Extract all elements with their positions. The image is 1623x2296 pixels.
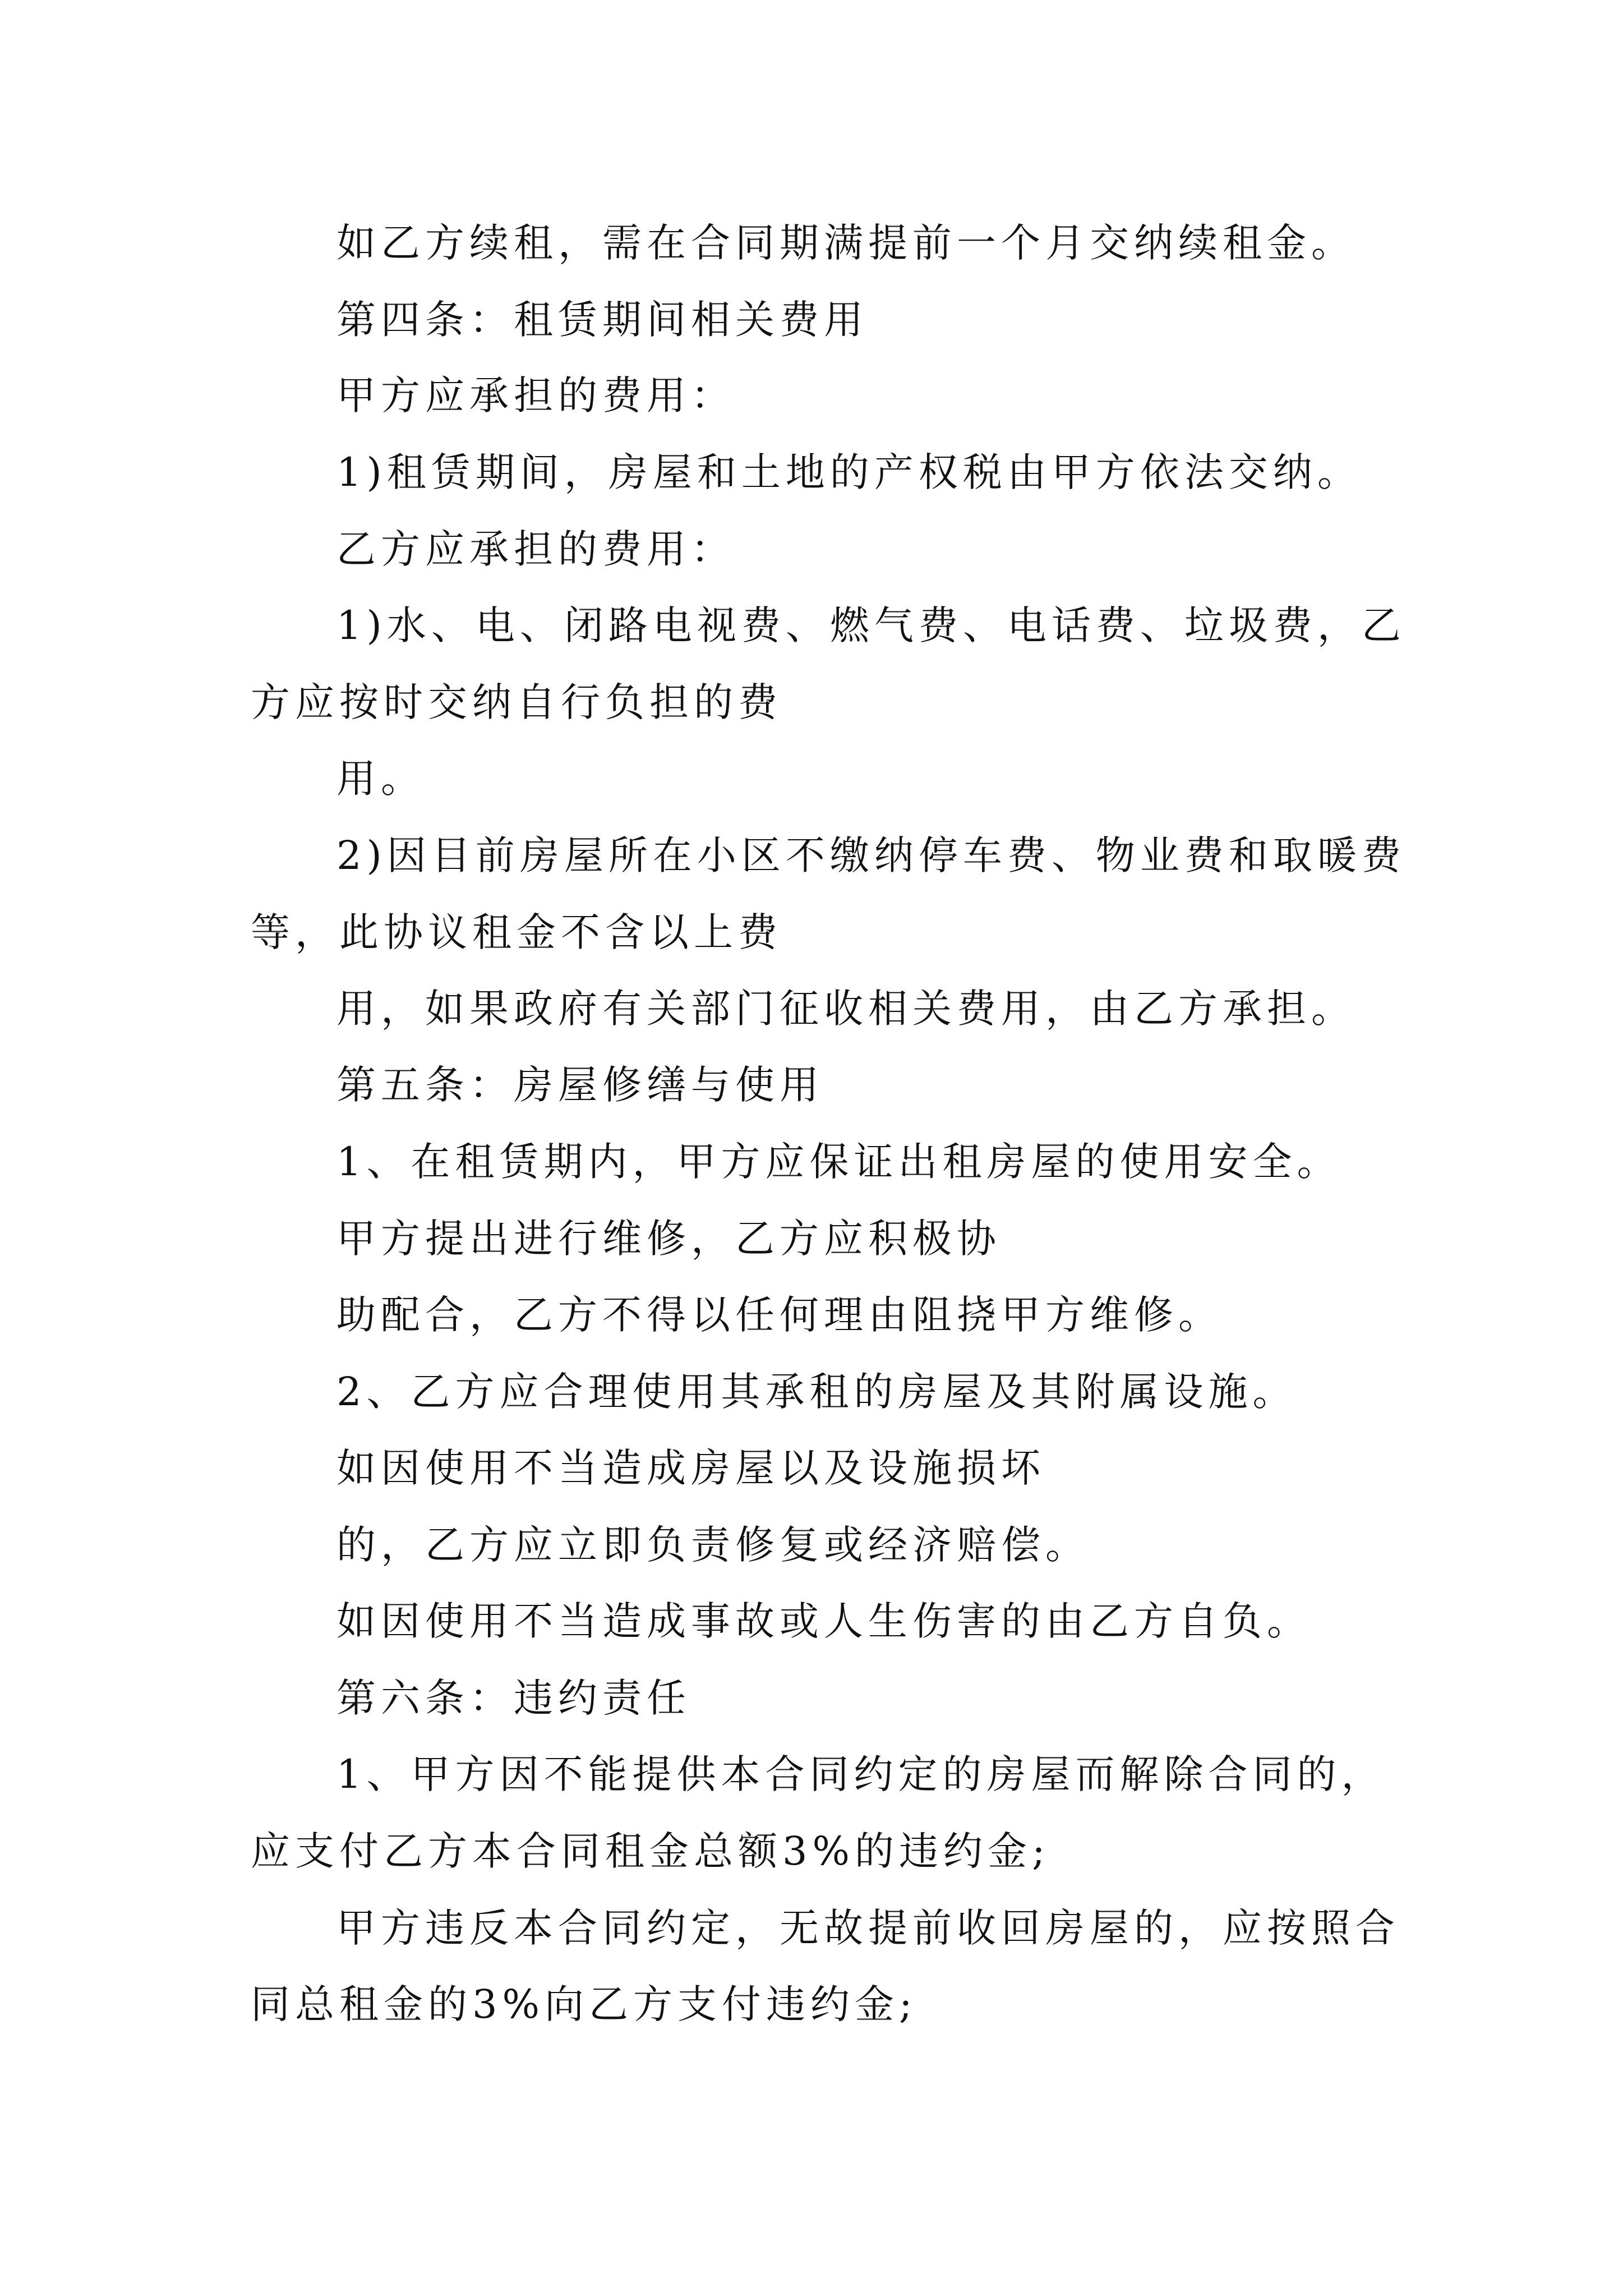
text-line: 应支付乙方本合同租金总额3%的违约金; [251,1828,1050,1874]
text-line: 如乙方续租，需在合同期满提前一个月交纳续租金。 [336,220,1355,266]
text-line: 甲方违反本合同约定，无故提前收回房屋的，应按照合 [336,1905,1400,1951]
text-line: 1)租赁期间，房屋和土地的产权税由甲方依法交纳。 [336,449,1362,495]
text-line: 甲方应承担的费用： [336,372,735,418]
text-line: 助配合，乙方不得以任何理由阻挠甲方维修。 [336,1292,1223,1338]
text-line: 如因使用不当造成房屋以及设施损坏 [336,1445,1045,1491]
text-line: 1、甲方因不能提供本合同约定的房屋而解除合同的， [336,1751,1386,1797]
text-line: 等，此协议租金不含以上费 [251,909,782,955]
text-line: 2、乙方应合理使用其承租的房屋及其附属设施。 [336,1369,1297,1415]
text-line: 用。 [336,756,425,802]
text-line: 2)因目前房屋所在小区不缴纳停车费、物业费和取暖费 [336,832,1406,878]
text-line: 同总租金的3%向乙方支付违约金; [251,1981,917,2027]
text-line: 如因使用不当造成事故或人生伤害的由乙方自负。 [336,1598,1311,1644]
section-heading: 第五条：房屋修缮与使用 [336,1062,824,1108]
section-heading: 第六条：违约责任 [336,1675,691,1721]
text-line: 1)水、电、闭路电视费、燃气费、电话费、垃圾费，乙 [336,602,1406,648]
text-line: 的，乙方应立即负责修复或经济赔偿。 [336,1522,1090,1568]
text-line: 1、在租赁期内，甲方应保证出租房屋的使用安全。 [336,1139,1341,1185]
text-line: 乙方应承担的费用： [336,526,735,572]
text-line: 方应按时交纳自行负担的费 [251,679,782,725]
text-line: 甲方提出进行维修，乙方应积极协 [336,1216,1001,1262]
section-heading: 第四条：租赁期间相关费用 [336,297,868,343]
text-line: 用，如果政府有关部门征收相关费用，由乙方承担。 [336,986,1355,1032]
